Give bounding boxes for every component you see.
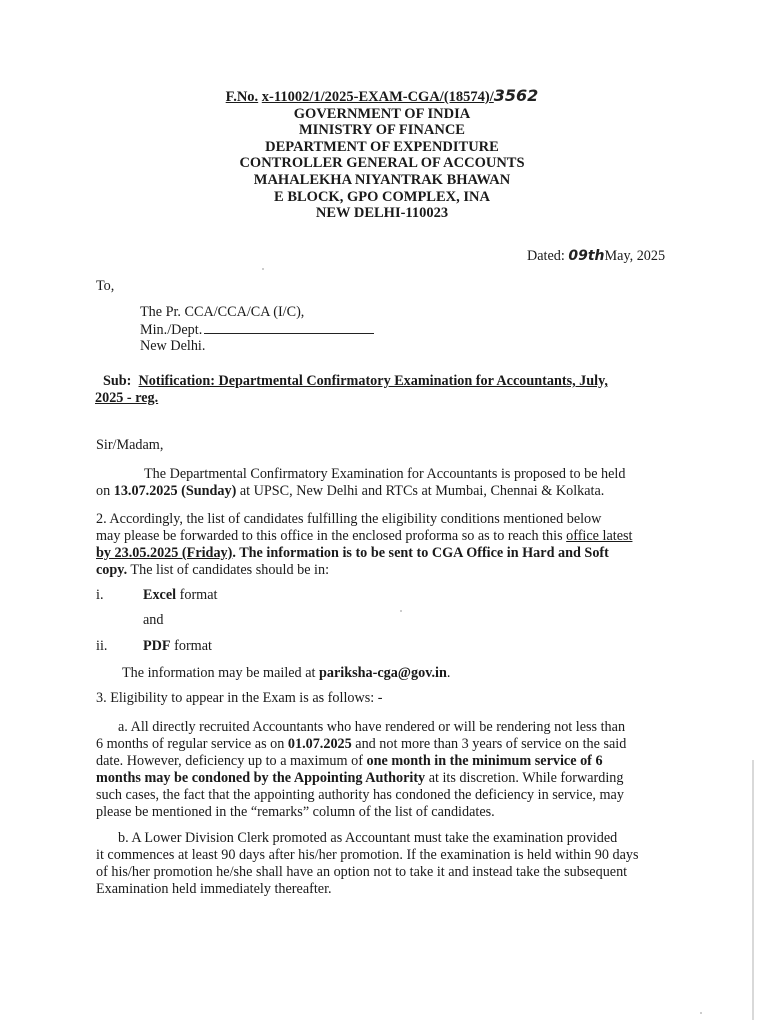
format-i-suffix: format: [176, 587, 218, 603]
format-and: and: [143, 612, 164, 628]
addressee-line-1: The Pr. CCA/CCA/CA (I/C),: [140, 304, 305, 320]
dated-line: [527, 248, 665, 265]
addressee-line-2: [140, 321, 374, 339]
scan-speck: [400, 610, 402, 612]
exam-date: 13.07.2025 (Sunday): [113, 482, 237, 499]
header-line-building: MAHALEKHA NIYANTRAK BHAWAN: [253, 171, 511, 188]
deficiency-limit: one month in the minimum service of 6: [366, 752, 603, 769]
paragraph-2: [96, 511, 696, 579]
list-format-intro: The list of candidates should be in:: [127, 561, 330, 578]
mail-line: [122, 665, 450, 682]
dated-day-handwritten: 09th: [568, 248, 605, 264]
subject-text-line-2: 2025 - reg.: [95, 389, 159, 406]
mail-period: .: [446, 665, 451, 681]
scan-speck: [262, 268, 264, 270]
file-number-value: x-11002/1/2025-EXAM-CGA/(18574)/: [261, 89, 494, 105]
paragraph-2-text: may please be forwarded to this office in the enclosed proforma so as to reach this: [96, 527, 567, 544]
addressee-ministry-label: Min./Dept.: [140, 322, 203, 338]
format-ii-number: ii.: [96, 638, 108, 654]
item-a-line-2: [96, 736, 692, 753]
subject: [95, 373, 693, 407]
item-a-discretion: at its discretion. While forwarding: [425, 769, 624, 786]
handwritten-dispatch-number: 3562: [493, 86, 539, 105]
email-address: pariksha-cga@gov.in: [318, 665, 447, 681]
item-a-deficiency-text: date. However, deficiency up to a maximum of: [96, 752, 367, 769]
file-number: [180, 88, 584, 106]
header-line-ministry: MINISTRY OF FINANCE: [299, 122, 465, 139]
header-line-department: DEPARTMENT OF EXPENDITURE: [265, 138, 499, 155]
dated-label: Dated:: [527, 248, 565, 264]
item-b-line-4: Examination held immediately thereafter.: [96, 880, 332, 897]
item-a-line-1: a. All directly recruited Accountants who have rendered or will be rendering not less than: [118, 719, 626, 735]
paragraph-2-line-1: 2. Accordingly, the list of candidates fulfilling the eligibility conditions mentioned below: [96, 511, 602, 527]
mail-text: The information may be mailed at: [122, 665, 319, 681]
paragraph-1-text: on: [96, 482, 114, 499]
to-label: To,: [96, 278, 115, 294]
paragraph-2-line-3: [96, 545, 696, 562]
paragraph-2-line-2: [96, 528, 696, 545]
format-i: [143, 587, 217, 604]
item-a-line-6: please be mentioned in the “remarks” column of the list of candidates.: [96, 803, 495, 820]
item-b-line-2: it commences at least 90 days after his/her promotion. If the examination is held within 90 days: [96, 846, 639, 863]
eligibility-item-b: [96, 830, 692, 898]
header-line-government: GOVERNMENT OF INDIA: [293, 105, 471, 122]
paragraph-1-line-2: [96, 483, 692, 500]
format-ii: [143, 638, 212, 655]
letter-header: [180, 88, 584, 222]
format-i-number: i.: [96, 587, 104, 603]
format-ii-name: PDF: [143, 638, 171, 654]
scan-edge-line: [752, 760, 754, 1020]
condonation-authority: months may be condoned by the Appointing Authority: [96, 769, 426, 786]
paragraph-3: 3. Eligibility to appear in the Exam is as follows: -: [96, 690, 383, 706]
item-a-line-4: [96, 770, 692, 787]
dated-month-year: May, 2025: [604, 248, 666, 264]
item-a-text-cont: and not more than 3 years of service on the said: [351, 735, 627, 752]
addressee-line-3: New Delhi.: [140, 338, 206, 354]
service-reference-date: 01.07.2025: [287, 735, 352, 752]
item-b-line-1: b. A Lower Division Clerk promoted as Accountant must take the examination provided: [118, 830, 618, 846]
subject-text-line-1: Notification: Departmental Confirmatory Examination for Accountants, July,: [138, 373, 608, 389]
header-line-office: CONTROLLER GENERAL OF ACCOUNTS: [239, 155, 525, 172]
format-i-name: Excel: [143, 587, 177, 603]
scan-speck: [700, 1012, 702, 1014]
format-ii-suffix: format: [170, 638, 212, 654]
salutation: Sir/Madam,: [96, 437, 164, 453]
header-line-block: E BLOCK, GPO COMPLEX, INA: [274, 188, 490, 205]
file-number-prefix: F.No.: [225, 89, 259, 105]
deadline-date: by 23.05.2025 (Friday): [96, 544, 233, 561]
item-a-line-3: [96, 753, 692, 770]
eligibility-item-a: [96, 719, 692, 820]
ministry-blank-line: [204, 321, 374, 334]
exam-venues: at UPSC, New Delhi and RTCs at Mumbai, Chennai & Kolkata.: [236, 482, 605, 499]
paragraph-1-line-1: The Departmental Confirmatory Examination for Accountants is proposed to be held: [144, 466, 626, 482]
item-a-text: 6 months of regular service as on: [96, 735, 288, 752]
header-line-city: NEW DELHI-110023: [315, 205, 449, 222]
subject-label: Sub:: [103, 373, 132, 389]
paragraph-1: [96, 466, 692, 500]
submission-copy: copy.: [96, 561, 128, 578]
deadline-lead: office latest: [566, 527, 633, 544]
item-a-line-5: such cases, the fact that the appointing authority has condoned the deficiency in service, may: [96, 786, 624, 803]
item-b-line-3: of his/her promotion he/she shall have an option not to take it and instead take the subsequent: [96, 863, 628, 880]
submission-instruction: . The information is to be sent to CGA Office in Hard and Soft: [232, 544, 609, 561]
paragraph-2-line-4: [96, 562, 696, 579]
